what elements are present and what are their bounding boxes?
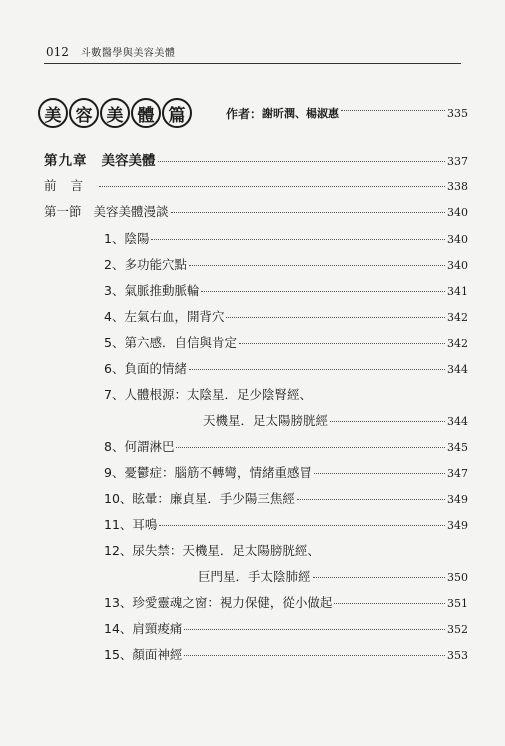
toc-page-number: 353	[447, 649, 468, 662]
toc-preface	[44, 176, 468, 194]
toc-leader	[239, 342, 445, 344]
toc-page-number: 340	[447, 233, 468, 246]
toc-item-label-cont: 巨門星．手太陰肺經	[198, 569, 311, 584]
toc-page-number: 350	[447, 571, 468, 584]
toc-item-label: 9、憂鬱症：腦筋不轉彎，情緒重感冒	[104, 465, 312, 480]
toc-item	[104, 307, 468, 325]
toc-leader	[226, 316, 445, 318]
toc-page-number: 337	[447, 155, 468, 168]
toc-page-number: 349	[447, 519, 468, 532]
toc-section	[44, 202, 468, 220]
authors-names: 謝昕潤、楊淑惠	[262, 107, 340, 120]
section-title-char: 篇	[162, 98, 192, 128]
book-title: 斗數醫學與美容美體	[80, 48, 176, 59]
toc-page-number: 338	[447, 180, 468, 193]
toc-leader	[201, 290, 445, 292]
chapter-number: 第九章	[44, 153, 88, 169]
toc-item	[104, 645, 468, 663]
toc-item	[104, 359, 468, 377]
toc-page-number: 341	[447, 285, 468, 298]
toc-item-label: 4、左氣右血，開背穴	[104, 309, 225, 324]
section-title-char: 美	[100, 98, 130, 128]
toc-item-label: 13、珍愛靈魂之窗：視力保健，從小做起	[104, 595, 333, 610]
toc-leader	[314, 472, 445, 474]
toc-page-number: 352	[447, 623, 468, 636]
toc-item	[104, 463, 468, 481]
chapter-title: 美容美體	[101, 153, 156, 169]
toc-item-label: 8、何謂淋巴	[104, 439, 175, 454]
toc-leader	[151, 238, 445, 240]
toc-page-number: 340	[447, 206, 468, 219]
toc-leader	[189, 368, 445, 370]
toc-page-number: 344	[447, 415, 468, 428]
toc-leader	[334, 602, 445, 604]
toc-leader	[159, 524, 445, 526]
section-number: 第一節	[44, 204, 82, 219]
toc-leader	[297, 498, 445, 500]
toc-item-line1	[104, 385, 468, 403]
toc-item	[104, 333, 468, 351]
toc-leader	[176, 446, 445, 448]
section-title: 美容美體漫談	[93, 204, 169, 219]
toc-page-number: 335	[447, 106, 468, 120]
toc-chapter	[44, 149, 468, 169]
authors-label: 作者：	[226, 106, 263, 121]
toc-leader	[99, 185, 445, 187]
toc-item-line2	[203, 411, 468, 429]
toc-leader	[330, 420, 445, 422]
toc-page-number: 340	[447, 259, 468, 272]
page-number: 012	[46, 45, 69, 59]
toc-item-label: 12、尿失禁：天機星．足太陽膀胱經、	[104, 543, 320, 558]
toc-leader	[189, 264, 445, 266]
toc-item-label: 14、肩頸痠痛	[104, 621, 183, 636]
section-title-char: 美	[38, 98, 68, 128]
toc-item-label: 15、顏面神經	[104, 647, 183, 662]
toc-page-number: 349	[447, 493, 468, 506]
toc-item	[104, 437, 468, 455]
toc-item-label: 2、多功能穴點	[104, 257, 187, 272]
toc-item-label: 6、負面的情緒	[104, 361, 187, 376]
toc-leader	[341, 109, 445, 111]
toc-page-number: 351	[447, 597, 468, 610]
toc-item-line1	[104, 541, 468, 559]
toc-item	[104, 489, 468, 507]
toc-item-label: 5、第六感．自信與肯定	[104, 335, 237, 350]
toc-page-number: 342	[447, 311, 468, 324]
toc-page-number: 345	[447, 441, 468, 454]
toc-item-label: 7、人體根源：太陰星．足少陰腎經、	[104, 387, 312, 402]
toc-leader	[184, 654, 445, 656]
toc-leader	[158, 160, 446, 162]
toc-page-number: 347	[447, 467, 468, 480]
running-header	[46, 44, 175, 59]
preface-label: 前言	[44, 178, 98, 193]
toc-leader	[171, 211, 445, 213]
toc-item	[104, 255, 468, 273]
section-title-char: 容	[69, 98, 99, 128]
toc-page-number: 342	[447, 337, 468, 350]
section-title-char: 體	[131, 98, 161, 128]
toc-item-line2	[198, 567, 468, 585]
toc-item-label: 10、眩暈：廉貞星．手少陽三焦經	[104, 491, 295, 506]
toc-item	[104, 593, 468, 611]
toc-item	[104, 619, 468, 637]
toc-item-label: 1、陰陽	[104, 231, 150, 246]
toc-item-label: 11、耳鳴	[104, 517, 158, 532]
toc-leader	[184, 628, 445, 630]
toc-item	[104, 281, 468, 299]
section-heading	[38, 96, 468, 130]
section-title-circled	[38, 98, 192, 128]
toc-item	[104, 515, 468, 533]
header-rule	[44, 63, 461, 64]
toc-item-label-cont: 天機星．足太陽膀胱經	[203, 413, 329, 428]
toc-page-number: 344	[447, 363, 468, 376]
toc-item-label: 3、氣脈推動脈輪	[104, 283, 200, 298]
toc-item	[104, 229, 468, 247]
toc-leader	[313, 576, 445, 578]
